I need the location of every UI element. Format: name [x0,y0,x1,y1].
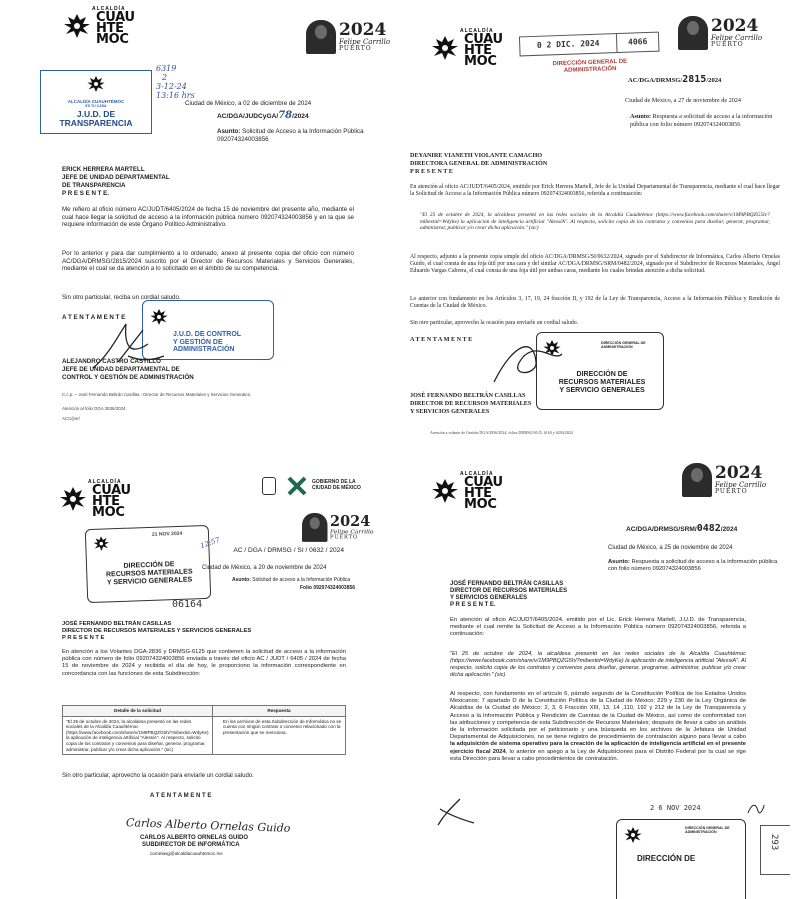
received-number: 4066 [616,33,659,52]
alcaldia-logo [62,6,135,45]
handwritten-signature: Carlos Alberto Ornelas Guido [125,816,291,835]
logo-line-2: HTE [464,486,492,501]
signer-email: cornelasg@alcaldiacuauhtemoc.mx [150,851,223,856]
reference-number: AC/DGA/JUDCyGA/78/2024 [217,110,309,121]
logo-alcaldia-label: ALCALDÍA [92,6,126,12]
paragraph-1: En atención al oficio AC/JUDT/6405/2024, emitido por Erick Herrera Martell, Jefe de la Unidad Departamental de Transparencia, mediante el cual hace llegar la Solicitud de Acceso a la Información Pública número 092074324003856, referida a continuación: [410,184,780,197]
recipient-name: ERICK HERRERA MARTELL [62,166,145,173]
badge-name: Felipe Carrillo [339,38,391,46]
recipient-role-2: DE TRANSPARENCIA [62,182,126,189]
mark-icon [746,801,766,817]
stamp-eagle-icon [92,534,111,553]
signature-icon [430,785,480,835]
cdmx-shield-icon [262,477,276,495]
stamp-dept: DIRECCIÓN GENERAL DE ADMINISTRACIÓN [601,341,646,350]
portrait-icon [306,20,336,54]
stamp-dept: DIRECCIÓN GENERAL DE ADMINISTRACIÓN [685,826,730,835]
logo-line-3: MOC [464,497,497,512]
alcaldia-logo [58,479,131,518]
paragraph-2: Por lo anterior y para dar cumplimiento a lo ordenado, anexo al presente copia del oficio con número AC/DGA/DRMSG/2815/2024 suscrito por el Director de Recursos Materiales y Servicios Generales, mediante el cual se da atención a lo solicitado en el ámbito de su competencia. [62,250,354,273]
bottom-stamp [616,819,746,899]
logo-line-3: MOC [96,32,129,47]
gobierno-label: GOBIERNO DE LA CIUDAD DE MÉXICO [312,479,361,491]
signature-icon [484,332,564,392]
subject: Asunto: Solicitud de acceso a la Información Pública [232,577,351,583]
logo-alcaldia-label: ALCALDÍA [460,471,494,477]
stamp-eagle-icon [623,825,643,845]
ccp: C.c.p. – José Fernando Beltrán Casillas.- Director de Recursos Materiales y Servicios Generales. [62,392,252,397]
subject: Asunto: Respuesta a solicitud de acceso a la información pública con folio número 092074324003856 [630,113,773,128]
logo-line-2: HTE [92,494,120,509]
document-page-1 [0,0,400,450]
initials: ACC/jmr/ [62,416,80,421]
received-stamp [519,32,661,101]
portrait-icon [678,16,708,50]
table-cell-detail: "El 25 de octubre de 2024, la alcaldesa presentó en las redes sociales de la Alcaldía Cuauhtémoc (https://www.facebook.com/share/v/1M9PBQZG5h/?mibextid=WdyKe) la aplicación de inteligencia artificial "AlessiA". Al respecto, solicito copia de los contratos y convenios para diseñar, generar, programar, administrar, publicar y/o crear dicha aplicación." (sic) [63,716,213,755]
badge-puerto: PUERTO [711,41,744,48]
transparency-stamp [40,70,152,134]
recipient-role: DIRECTOR DE RECURSOS MATERIALES Y SERVICIOS GENERALES [62,628,252,634]
subject: Asunto: Respuesta a solicitud de acceso a la información pública con folio número 092074324003856 [608,559,778,572]
atentamente: A T E N T A M E N T E [62,314,126,321]
table-header-response: Respuesta [213,706,346,717]
recipient-role-1: DIRECTOR DE RECURSOS MATERIALES [450,588,568,594]
signer-role: SUBDIRECTOR DE INFORMÁTICA [142,842,240,848]
logo-line-1: CUAU [464,32,503,47]
eagle-icon [430,33,460,63]
atentamente: A T E N T A M E N T E [150,793,212,799]
signer-name: CARLOS ALBERTO ORNELAS GUIDO [140,835,249,841]
table-header-detail: Detalle de la solicitud [63,706,213,717]
materials-stamp [85,525,212,603]
reference-number: AC/DGA/DRMSG/SRM/0482/2024 [626,523,738,534]
received-dept-1: DIRECCIÓN GENERAL DE [552,58,628,68]
document-date: Ciudad de México, a 02 de diciembre de 2024 [185,100,312,107]
recipient-role-2: Y SERVICIOS GENERALES [450,595,528,601]
badge-name: Felipe Carrillo [715,481,767,489]
control-stamp-line-1: J.U.D. DE CONTROL [173,331,242,338]
stamp-line-1: DIRECCIÓN DE [576,371,628,378]
paragraph-1: En atención a los Volantes DGA-2836 y DRMSG-6125 que contienen la solicitud de acceso a la información pública con número de folio 092074324003856 enviada a través del oficio AC / JUDT / 6405 / 2024 de fecha 15 de noviembre de 2024 y recibida el día de hoy, le proporciono la información correspondiente en concordancia con las funciones de esta Subdirección: [62,649,346,677]
portrait-icon [682,463,712,497]
badge-2024 [678,16,762,50]
paragraph-1: En atención al oficio AC/JUDT/6405/2024, emitido por el Lic. Erick Herrera Martell, J.U.D. de Transparencia, mediante el cual remite la Solicitud de Acceso a la Información Pública número 092074324003856, referida a continuación: [450,617,746,638]
paragraph-3: Lo anterior con fundamento en los Artículos 3, 17, 19, 24 fracción II, y 192 de la Ley de Transparencia, Acceso a la Información Pública y Rendición de Cuentas de la Ciudad de México. [410,296,780,309]
closing: Sin otro particular, aprovecho la ocasión para enviarle un cordial saludo. [62,773,254,779]
signer-role-1: DIRECTOR DE RECURSOS MATERIALES [410,400,532,407]
recipient-name: JOSÉ FERNANDO BELTRÁN CASILLAS [62,621,172,627]
presente: P R E S E N T E [410,168,453,175]
eagle-icon [430,476,460,506]
badge-2024 [306,20,390,54]
stamp-line-2: RECURSOS MATERIALES [105,568,193,579]
logo-alcaldia-label: ALCALDÍA [88,479,122,485]
handwritten-time: 12:57 [199,535,221,551]
stamp-alcaldia: ALCALDÍA CUAUHTÉMOC [67,99,125,104]
badge-year: 2024 [711,16,759,36]
eagle-icon [62,11,92,41]
badge-name: Felipe Carrillo [711,34,763,42]
folio-number: 06164 [172,599,203,610]
quote: "El 25 de octubre de 2024, la alcaldesa presentó en las redes sociales de la Alcaldía Cuauhtémoc (https://www.facebook.com/share/v/1M9PBQZG5h/?mibextid=WdyKe) la aplicación de inteligencia artificial "AlessiA". Al respecto, solicito copia de los contratos y convenios para diseñar, generar, programar, administrar, publicar y/o crear dicha aplicación." (sic) [450,651,746,678]
badge-year: 2024 [339,20,387,40]
presente: P R E S E N T E. [450,602,496,608]
atentamente: A T E N T A M E N T E [410,336,473,343]
control-stamp-line-3: ADMINISTRACIÓN [173,346,235,353]
badge-2024 [682,463,766,497]
badge-puerto: PUERTO [330,534,358,541]
logo-line-3: MOC [92,505,125,520]
recipient-name: JOSÉ FERNANDO BELTRÁN CASILLAS [450,581,564,587]
stamp-line-1: DIRECCIÓN DE [637,854,696,863]
subject: Asunto: Solicitud de Acceso a la Información Pública 092074324003856 [217,128,364,143]
presente: P R E S E N T E. [62,190,109,197]
page-number: 293 [769,834,779,851]
received-dept-2: ADMINISTRACIÓN [563,66,617,74]
stamp-date: 2 6 NOV 2024 [650,804,701,812]
page-number-box [760,825,790,875]
logo-line-2: HTE [464,43,492,58]
document-page-3 [0,455,400,899]
document-date: Ciudad de México, a 27 de noviembre de 2024 [625,97,741,104]
stamp-line-2: RECURSOS MATERIALES [558,379,646,386]
badge-name: Felipe Carrillo [330,528,374,536]
folio: Folio 092074324003856 [300,585,356,591]
alcaldia-logo [430,28,503,67]
control-stamp-line-2: Y GESTIÓN DE [173,338,223,346]
logo-line-1: CUAU [96,10,135,25]
badge-2024 [302,513,373,542]
stamp-line-3: Y SERVICIO GENERALES [559,387,645,394]
badge-puerto: PUERTO [339,45,372,52]
received-date: 0 2 DIC. 2024 [536,38,600,50]
closing: Sin otro particular, aprovecho la ocasión para enviarle un cordial saludo. [410,320,579,326]
badge-year: 2024 [330,513,371,530]
document-page-2 [400,0,800,450]
atencion-volante: Atención a volante de Gestión DGA/2836/2024, folios DRMSG/6125, 6164 y 6294/2024 [430,430,573,435]
logo-line-1: CUAU [464,475,503,490]
alcaldia-logo [430,471,503,510]
recipient-name: DEYANIRE VIANETH VIOLANTE CAMACHO [410,152,543,159]
eagle-icon [58,484,88,514]
paragraph-2: Al respecto, con fundamento en el artículo 6, párrafo segundo de la Constitución Política de los Estados Unidos Mexicanos; 7 apartado D de la Constitución Política de la Ciudad de México; 229 y 230 de la Ley Orgánica de Alcaldías de la Ciudad de México; 2, 3, 6 Fracción XIII, 13, 14 ,110, 192 y 212 de la Ley de Transparencia y Acceso a la Información Pública y Rendición de Cuentas de la Ciudad de México, así como de conformidad con las atribuciones y competencia de esta Subdirección de Recursos Materiales; después de llevar a cabo un análisis de la información solicitada por el peticionario y una búsqueda en los archivos de la Jefatura de Unidad Departamental de Adquisiciones, no se tiene registro de procedimiento de contratación alguno para llevar a cabo la adquisición de sistema operativo para la creación de la aplicación de inteligencia artificial en el presente ejercicio fiscal 2024, lo anterior en apego a la Ley de Adquisiciones para el Distrito Federal por la cual se rige esta Dirección para llevar a cabo procedimientos de contratación. [450,691,747,762]
handwritten-note: 6319 2 3-12-24 13:16 hrs [156,64,195,100]
recipient-role: DIRECTORA GENERAL DE ADMINISTRACIÓN [410,160,548,167]
stamp-line-3: Y SERVICIO GENERALES [106,576,193,587]
reference-number: AC/DGA/DRMSG/2815/2024 [628,74,722,85]
logo-line-1: CUAU [92,483,131,498]
paragraph-1: Me refiero al oficio número AC/JUDT/6405/2024 de fecha 15 de noviembre del presente año, mediante el cual hace llegar la solicitud de acceso a la información pública número 092074324003856 y en la que se requiere información de este Órgano Político Administrativo. [62,206,354,229]
document-date: Ciudad de México, a 20 de noviembre de 2024 [202,565,327,571]
presente: P R E S E N T E [62,635,105,641]
signer-role-1: JEFE DE UNIDAD DEPARTAMENTAL DE [62,366,180,373]
quote: "El 25 de octubre de 2024, la alcaldesa presentó en las redes sociales de la Alcaldía Cuauhtémoc (https://www.facebook.com/share/v/1M9PBQZG5h/?mibextid=Wdyhe) la aplicación de inteligencia artificial "AlessiA". Al respecto, solicito copia de los contratos y convenios para diseñar, generar, programar, administrar, publicar y/o crear dicha aplicación." (sic) [420,212,770,232]
badge-year: 2024 [715,463,763,483]
recipient-role-1: JEFE DE UNIDAD DEPARTAMENTAL [62,174,170,181]
signer-role-2: Y SERVICIOS GENERALES [410,408,490,415]
table-cell-response: En los archivos de esta Subdirección de Informática no se cuenta con ningún contrato o convenio relacionado con la presentación que se menciona. [213,716,346,755]
document-date: Ciudad de México, a 25 de noviembre de 2024 [608,545,733,551]
badge-puerto: PUERTO [715,488,748,495]
logo-line-2: HTE [96,21,124,36]
signer-name: JOSÉ FERNANDO BELTRÁN CASILLAS [410,392,526,399]
stamp-eagle-icon [85,74,107,94]
stamp-subtitle: ES TU CASA [85,104,107,108]
stamp-title: J.U.D. DE TRANSPARENCIA [59,109,133,128]
document-page-4 [400,455,800,899]
closing: Sin otro particular, reciba un cordial saludo. [62,294,181,301]
response-table [62,705,346,755]
stamp-date: 21 NOV 2024 [151,530,183,538]
atencion-folio: Atención al folio DGA 2836/2024 [62,406,126,411]
portrait-icon [302,513,328,542]
reference-number: AC / DGA / DRMSG / SI / 0632 / 2024 [233,547,344,554]
paragraph-2: Al respecto, adjunto a la presente copia simple del oficio AC/DGA/DRMSG/SI/0632/2024, signado por el Subdirector de Informática, Carlos Alberto Ornelas Guido, el cual consta de una foja útil por una cara y del similar AC/DGA/DRMSG/SRM/0482/2024, signado por el Subdirector de Recursos Materiales, Ángel Eduardo Vargas Cabrera, el cual consta de una foja útil por ambas caras, mediante los cuales brindan atención a dicha solicitud. [410,254,780,274]
stamp-line-1: DIRECCIÓN DE [123,561,175,570]
cdmx-logo-icon [286,475,308,497]
signer-name: ALEJANDRO CASTRO CASTILLO [62,358,161,365]
signer-role-2: CONTROL Y GESTIÓN DE ADMINISTRACIÓN [62,374,194,381]
logo-alcaldia-label: ALCALDÍA [460,28,494,34]
logo-line-3: MOC [464,54,497,69]
